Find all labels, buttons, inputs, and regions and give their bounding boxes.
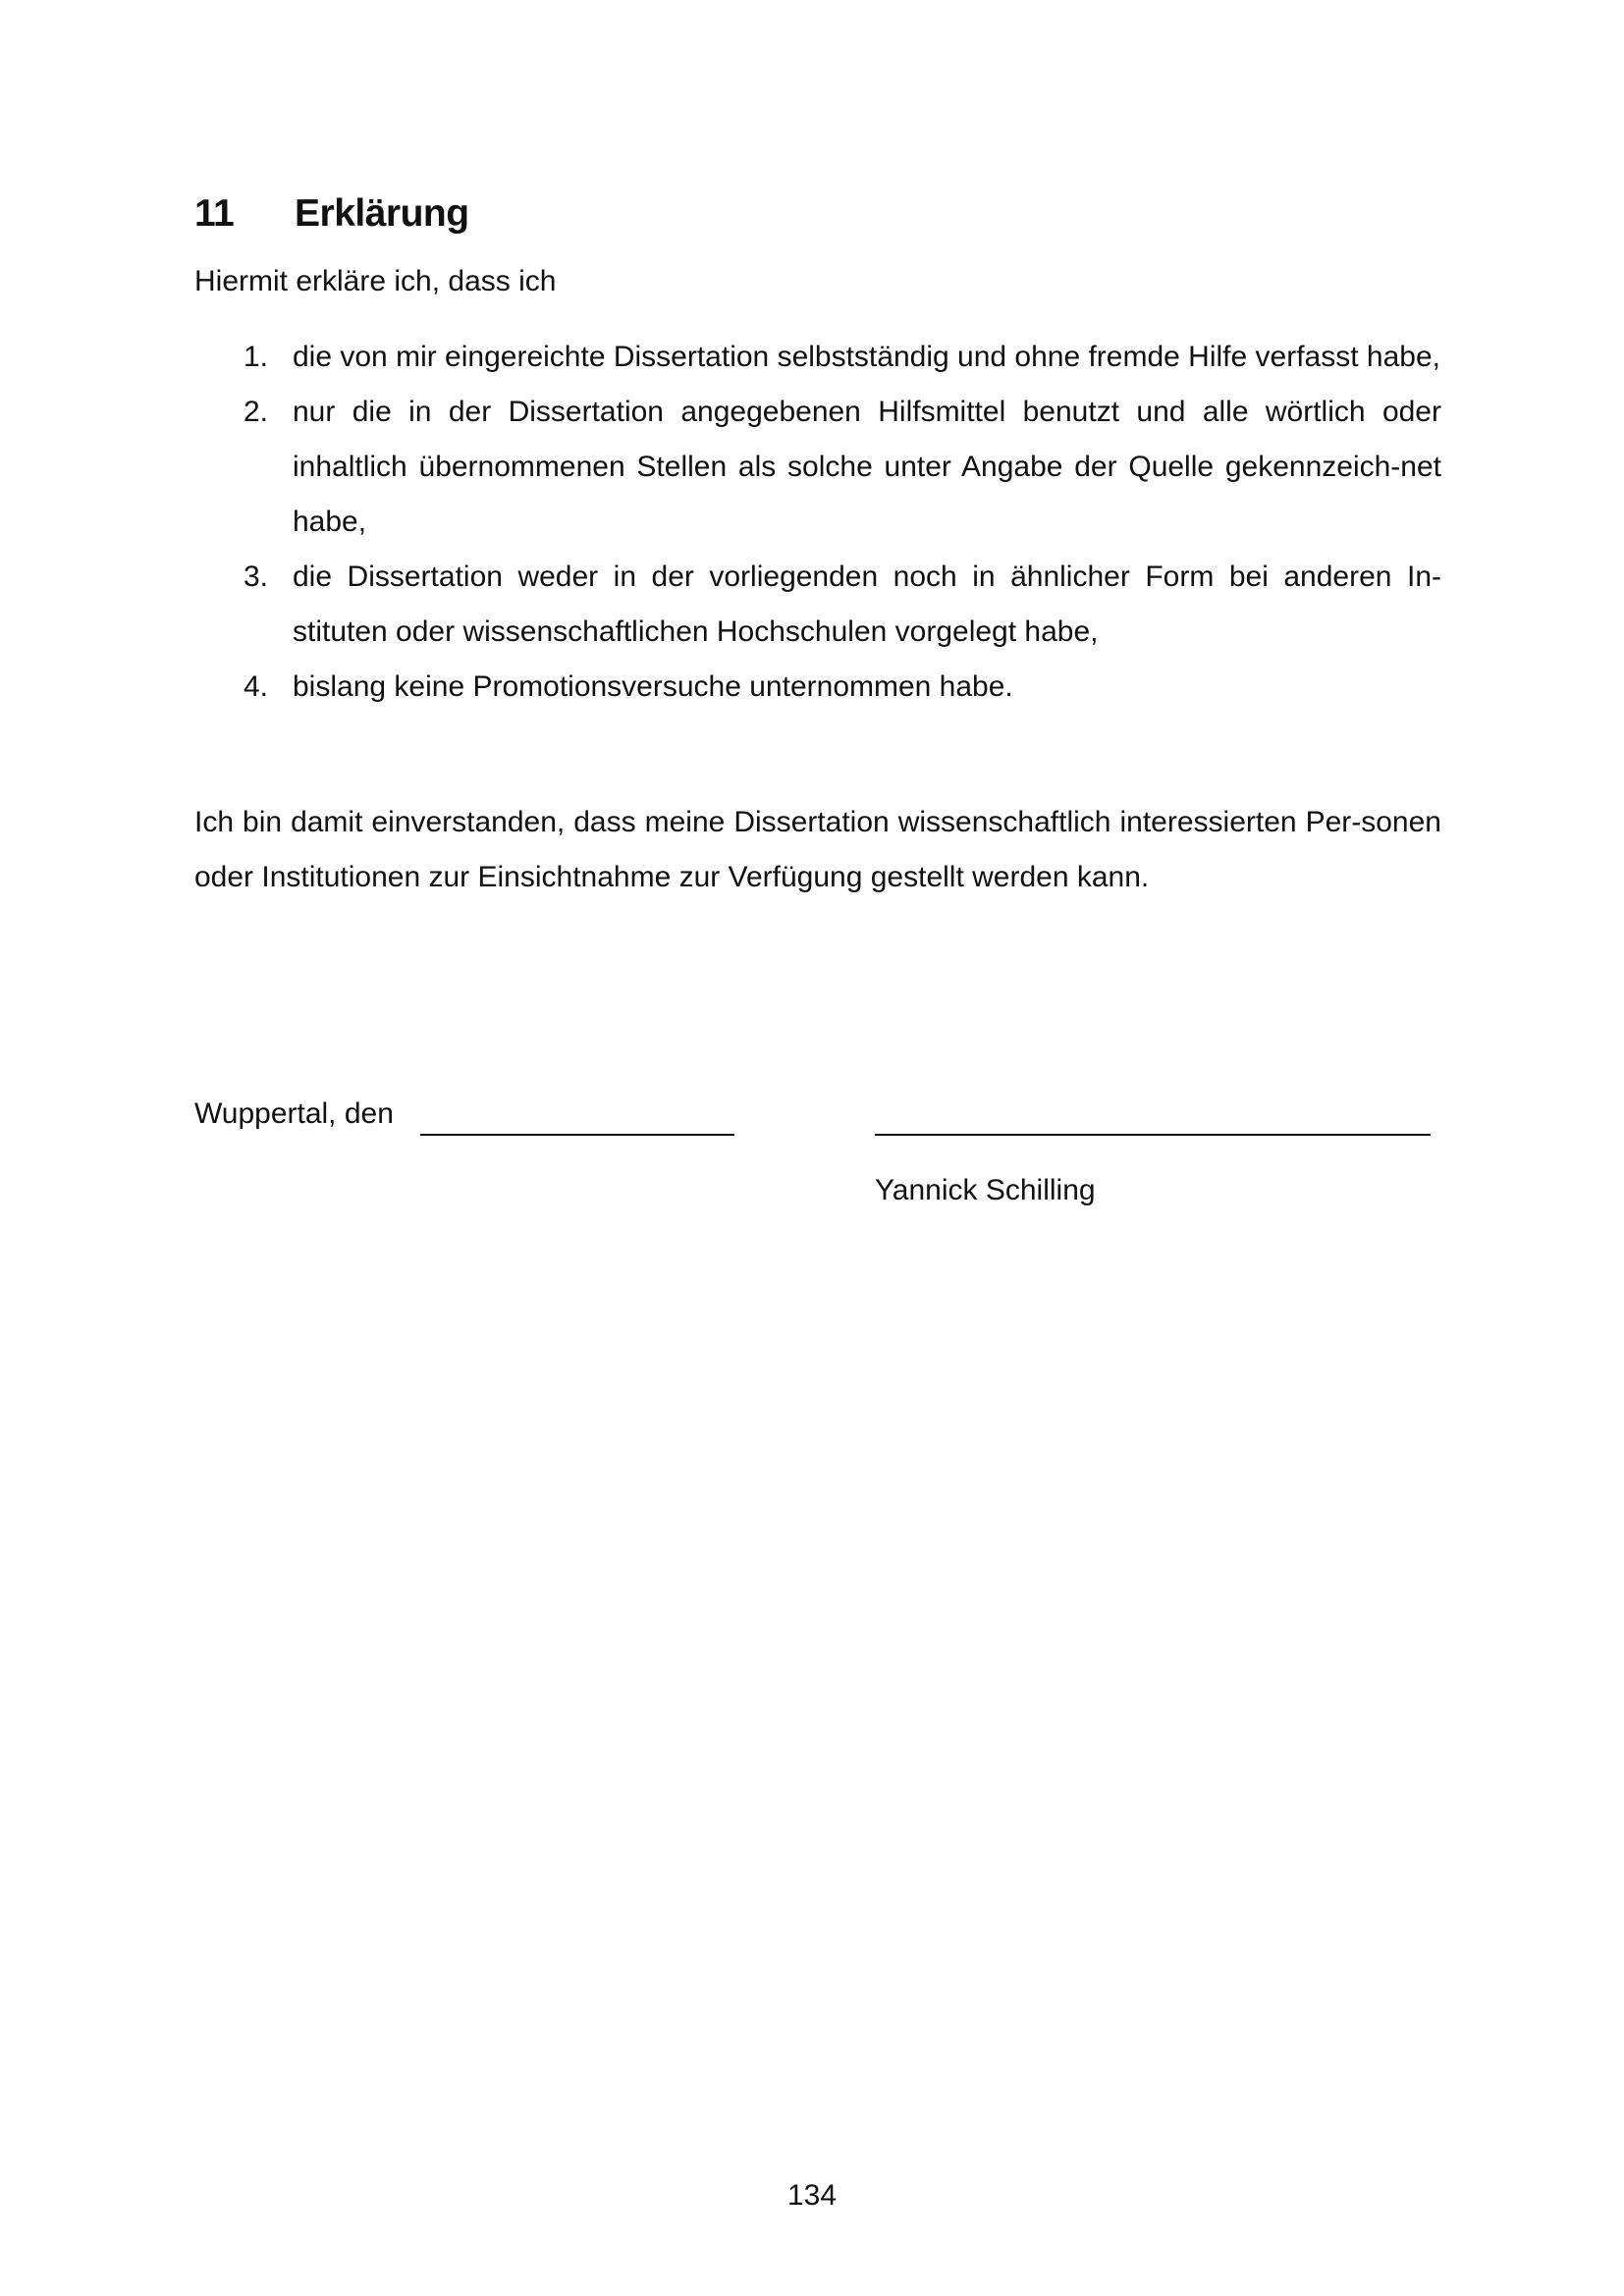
list-item-number: 3. [244, 561, 269, 593]
intro-text: Hiermit erkläre ich, dass ich [194, 265, 557, 297]
list-item [194, 330, 1441, 385]
list-item [194, 550, 1441, 660]
section-number: 11 [194, 192, 235, 235]
date-line [420, 1134, 734, 1136]
signature-line [875, 1134, 1431, 1136]
section-title: Erklärung [295, 192, 469, 235]
list-item-text: die Dissertation weder in der vorliegenden noch in ähnlicher Form bei anderen In-stituten oder wissenschaftlichen Hochschulen vorgelegt habe, [293, 561, 1441, 648]
list-item-number: 4. [244, 670, 269, 703]
consent-paragraph: Ich bin damit einverstanden, dass meine Dissertation wissenschaftlich interessierten Per-sonen oder Institutionen zur Einsichtnahme zur Verfügung gestellt werden kann. [194, 806, 1441, 893]
list-item [194, 660, 1441, 715]
list-item-text: bislang keine Promotionsversuche unternommen habe. [293, 670, 1013, 703]
page-number: 134 [786, 2179, 838, 2212]
place-date-label: Wuppertal, den [194, 1097, 394, 1130]
list-item-text: nur die in der Dissertation angegebenen Hilfsmittel benutzt und alle wörtlich oder inhaltlich übernommenen Stellen als solche unter Angabe der Quelle gekennzeich-net habe, [293, 396, 1441, 538]
list-item-number: 1. [244, 341, 269, 373]
list-item-number: 2. [244, 396, 269, 428]
signer-name: Yannick Schilling [875, 1174, 1096, 1206]
list-item-text: die von mir eingereichte Dissertation selbstständig und ohne fremde Hilfe verfasst habe, [293, 341, 1440, 373]
list-item [194, 385, 1441, 550]
declaration-list [194, 330, 1441, 715]
section-heading [194, 192, 469, 236]
